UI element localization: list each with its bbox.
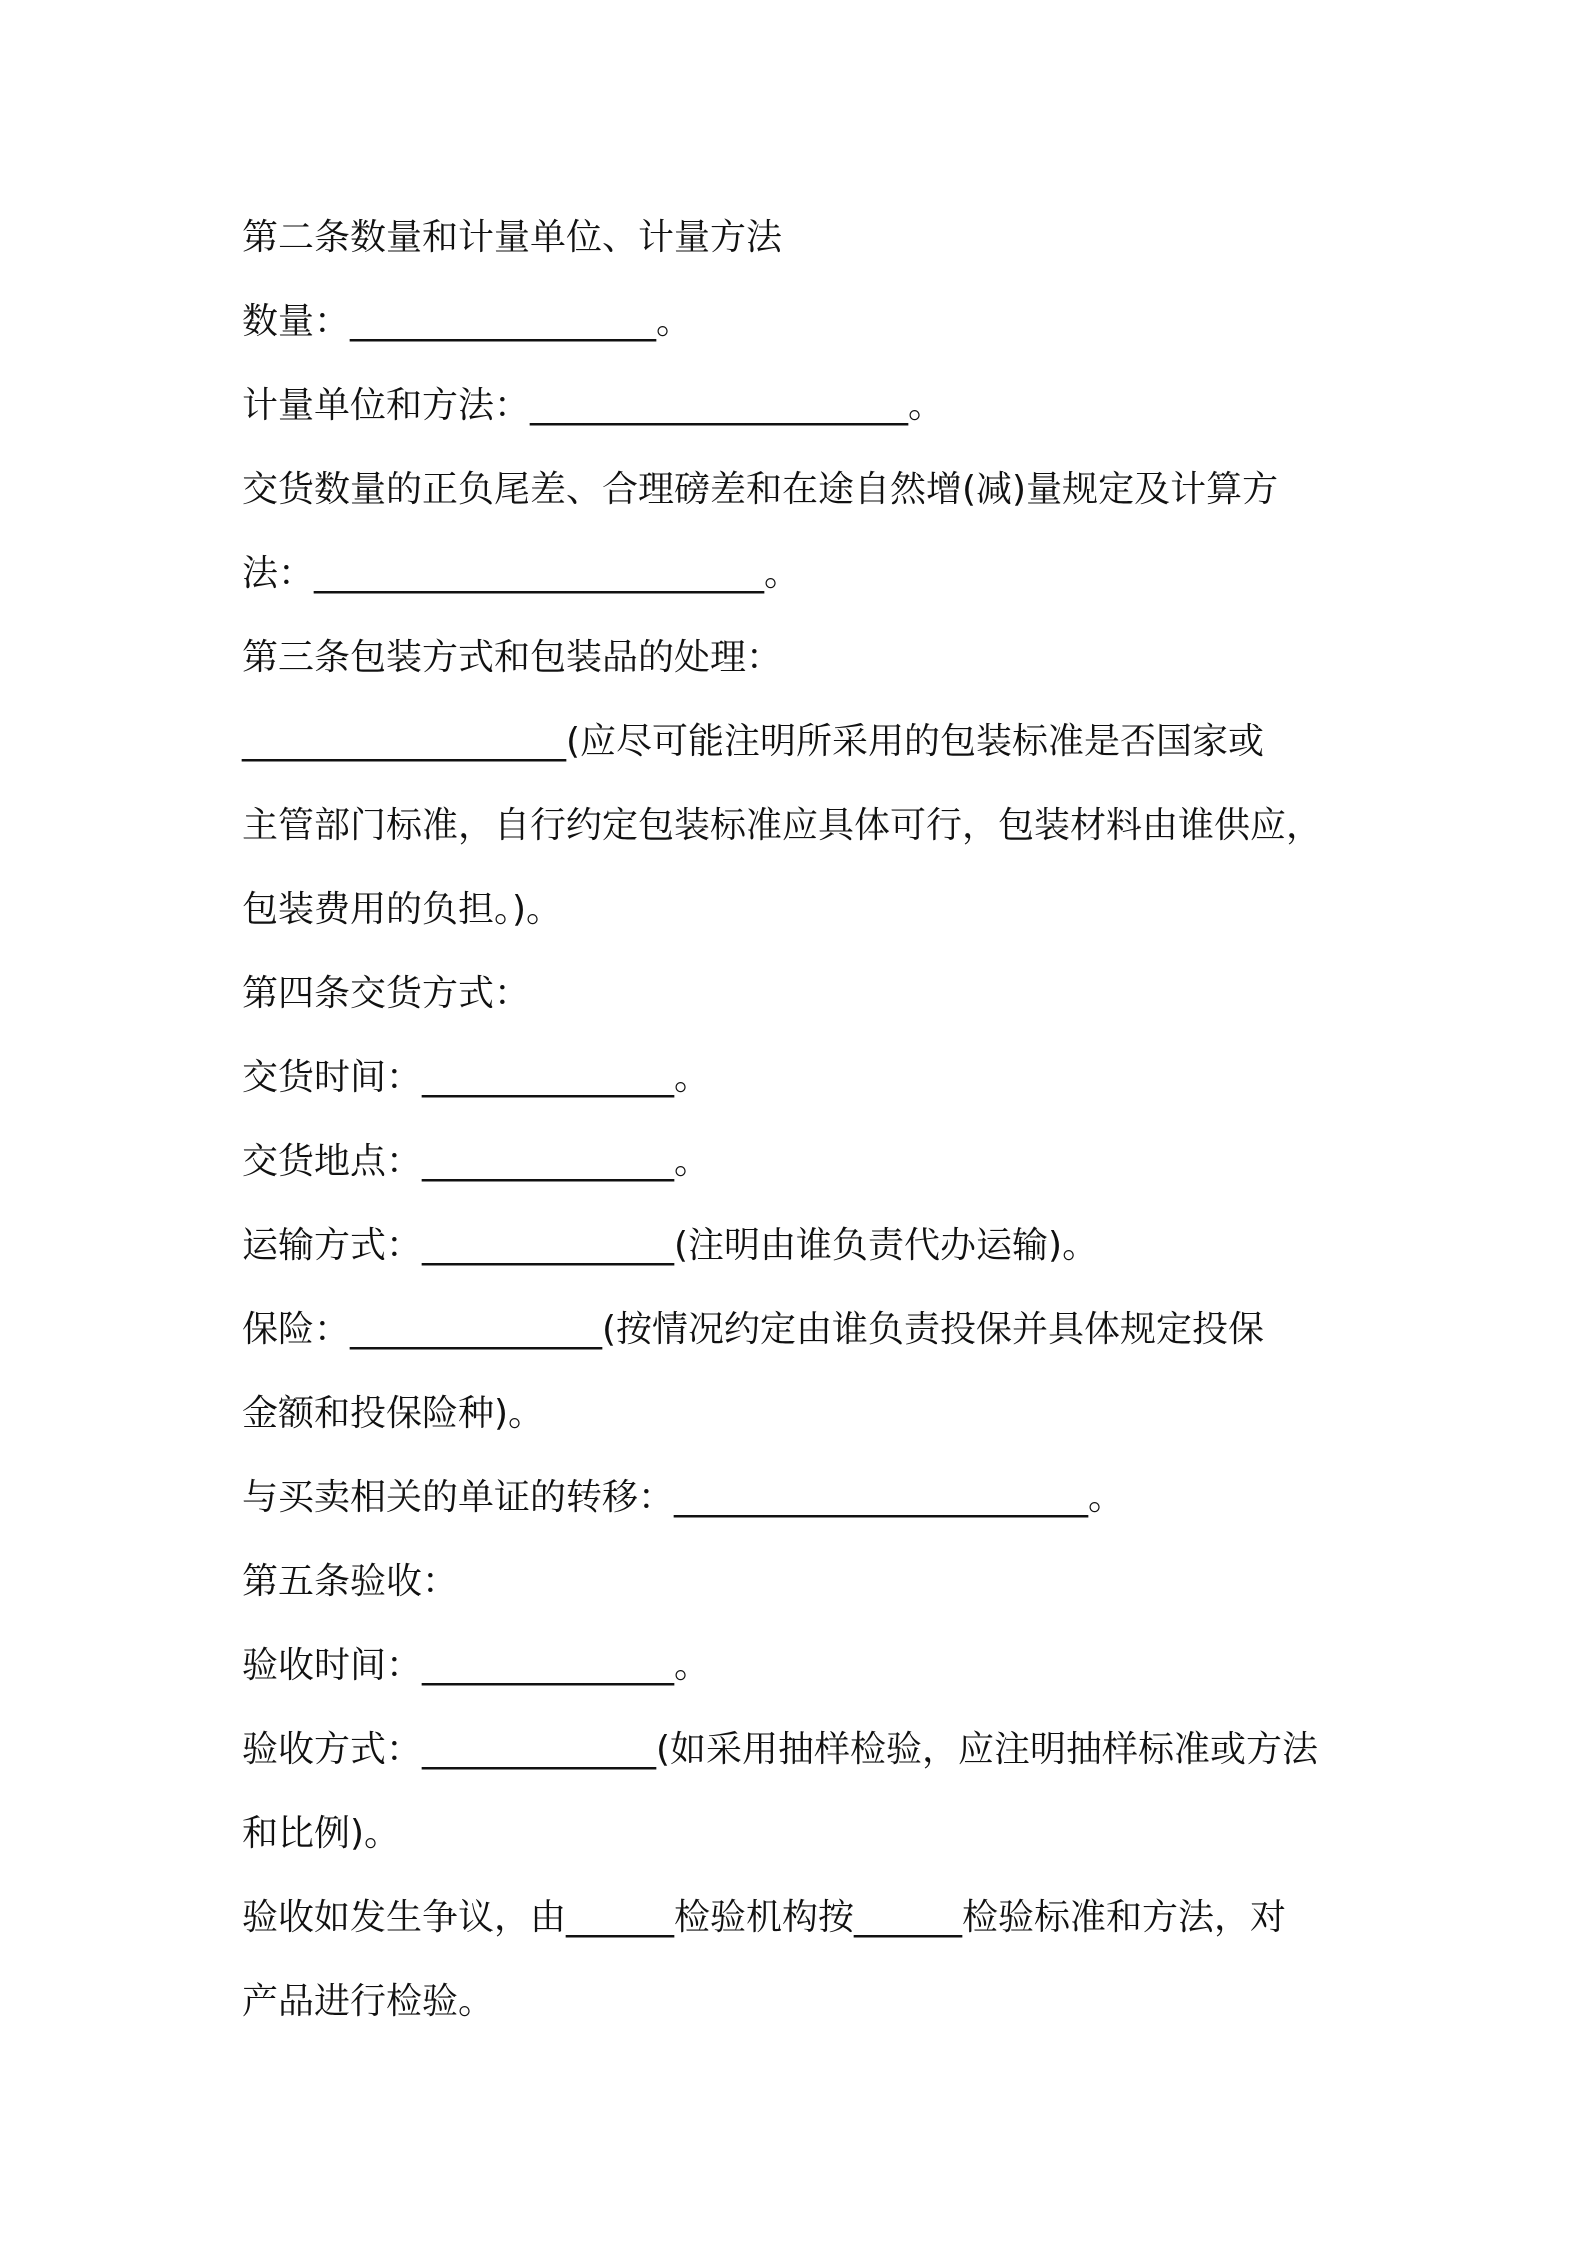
- delivery-place-line: 交货地点：______________。: [242, 1141, 711, 1182]
- calculation-method-line: 法：_________________________。: [242, 553, 800, 594]
- article-5-heading: 第五条验收：: [242, 1561, 459, 1602]
- dispute-line-2: 产品进行检验。: [242, 1981, 495, 2022]
- dispute-line-1: 验收如发生争议，由______检验机构按______检验标准和方法，对: [242, 1897, 1287, 1938]
- article-3-heading: 第三条包装方式和包装品的处理：: [242, 637, 783, 678]
- measurement-unit-line: 计量单位和方法：_____________________。: [242, 385, 945, 426]
- inspection-method-line-1: 验收方式：_____________(如采用抽样检验，应注明抽样标准或方法: [242, 1729, 1319, 1770]
- inspection-time-line: 验收时间：______________。: [242, 1645, 711, 1686]
- document-transfer-line: 与买卖相关的单证的转移：_______________________。: [242, 1477, 1125, 1518]
- quantity-line: 数量：_________________。: [242, 301, 693, 342]
- article-4-heading: 第四条交货方式：: [242, 973, 531, 1014]
- article-2-heading: 第二条数量和计量单位、计量方法: [242, 217, 783, 258]
- inspection-method-line-2: 和比例)。: [242, 1813, 401, 1854]
- tolerance-line: 交货数量的正负尾差、合理磅差和在途自然增(减)量规定及计算方: [242, 469, 1279, 510]
- transport-method-line: 运输方式：______________(注明由谁负责代办运输)。: [242, 1225, 1099, 1266]
- packaging-line-2: 主管部门标准，自行约定包装标准应具体可行，包装材料由谁供应，: [242, 805, 1323, 846]
- insurance-line-1: 保险：______________(按情况约定由谁负责投保并具体规定投保: [242, 1309, 1265, 1350]
- packaging-line-3: 包装费用的负担。)。: [242, 889, 563, 930]
- document-body: [242, 196, 1362, 2044]
- delivery-time-line: 交货时间：______________。: [242, 1057, 711, 1098]
- insurance-line-2: 金额和投保险种)。: [242, 1393, 545, 1434]
- packaging-line-1: __________________(应尽可能注明所采用的包装标准是否国家或: [242, 721, 1265, 762]
